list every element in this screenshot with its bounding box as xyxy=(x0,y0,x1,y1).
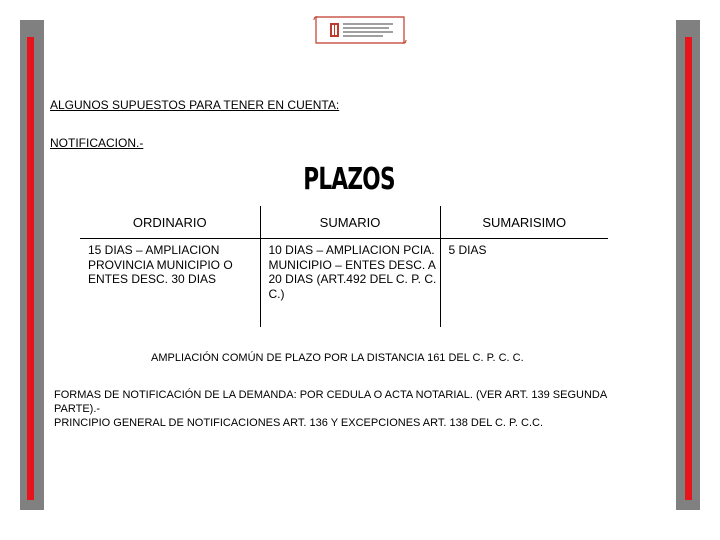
left-frame-bar xyxy=(20,20,44,510)
plazos-title: PLAZOS xyxy=(303,162,395,197)
ampliacion-note: AMPLIACIÓN COMÚN DE PLAZO POR LA DISTANCIA 161 DEL C. P. C. C. xyxy=(151,352,524,364)
formas-notes xyxy=(54,388,654,430)
heading-supuestos: ALGUNOS SUPUESTOS PARA TENER EN CUENTA: xyxy=(50,98,340,112)
cell-ordinario: 15 DIAS – AMPLIACION PROVINCIA MUNICIPIO O ENTES DESC. 30 DIAS xyxy=(80,239,260,328)
left-red-stripe xyxy=(27,37,34,500)
cell-sumario: 10 DIAS – AMPLIACION PCIA. MUNICIPIO – ENTES DESC. A 20 DIAS (ART.492 DEL C. P. C. C.) xyxy=(260,239,440,328)
right-frame-bar xyxy=(676,20,700,510)
plazos-table xyxy=(80,206,608,327)
formas-note: FORMAS DE NOTIFICACIÓN DE LA DEMANDA: POR CEDULA O ACTA NOTARIAL. (VER ART. 139 SEGUNDA PARTE).- xyxy=(54,389,607,415)
table-header-row xyxy=(80,206,608,239)
right-red-stripe xyxy=(685,37,692,500)
column-header-ordinario: ORDINARIO xyxy=(80,206,260,239)
heading-notificacion: NOTIFICACION.- xyxy=(50,136,144,150)
table-row xyxy=(80,239,608,328)
cell-sumarisimo: 5 DIAS xyxy=(448,243,487,257)
column-header-sumario: SUMARIO xyxy=(260,206,440,239)
column-header-sumarisimo: SUMARISIMO xyxy=(440,206,608,239)
institution-logo xyxy=(312,14,408,46)
principio-note: PRINCIPIO GENERAL DE NOTIFICACIONES ART. 136 Y EXCEPCIONES ART. 138 DEL C. P. C.C. xyxy=(54,417,544,429)
